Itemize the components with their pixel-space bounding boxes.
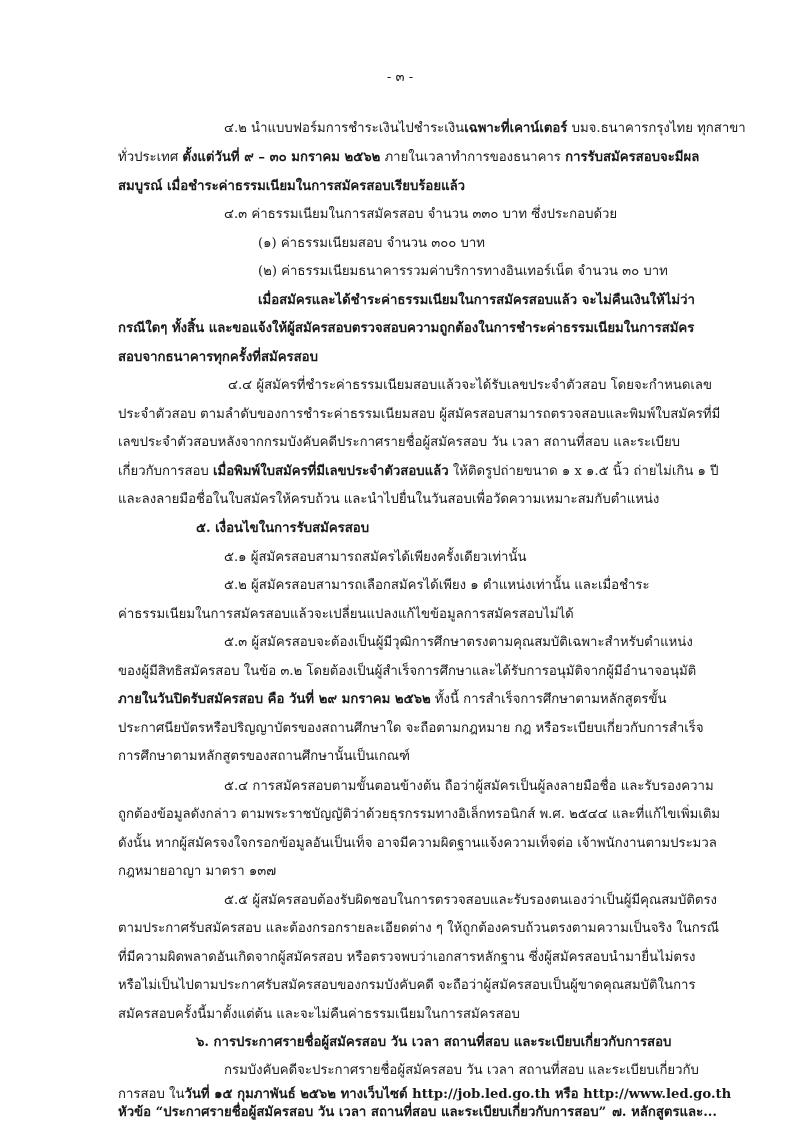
text-run: เกี่ยวกับการสอบ	[118, 464, 213, 479]
text-line	[224, 549, 526, 567]
text-run: ประจำตัวสอบ ตามลำดับของการชำระค่าธรรมเนียมสอบ ผู้สมัครสอบสามารถตรวจสอบและพิมพ์ใบสมัครที่มี	[118, 407, 721, 422]
bold-text: ตั้งแต่วันที่ ๙ – ๓๐ มกราคม ๒๕๖๒	[182, 150, 381, 165]
bold-text: หัวข้อ “ประกาศรายชื่อผู้สมัครสอบ วัน เวลา สถานที่สอบ และระเบียบเกี่ยวกับการสอบ”	[118, 1105, 607, 1120]
text-run: กฎหมายอาญา มาตรา ๑๓๗	[118, 864, 277, 879]
text-run: ๔.๒ นำแบบฟอร์มการชำระเงินไปชำระเงิน	[224, 121, 465, 136]
text-run: ตามประกาศรับสมัครสอบ และต้องกรอกรายละเอียดต่าง ๆ ให้ถูกต้องครบถ้วนตรงตามความเป็นจริง ในกรณี	[118, 921, 719, 936]
text-line	[224, 206, 617, 224]
bold-text: ๖. การประกาศรายชื่อผู้สมัครสอบ วัน เวลา สถานที่สอบ และระเบียบเกี่ยวกับการสอบ	[196, 1035, 672, 1050]
bold-text: วันที่ ๑๕ กุมภาพันธ์ ๒๕๖๒ ทางเว็บไซต์ http://job.led.go.th หรือ http://www.led.go.th	[184, 1087, 732, 1102]
text-line	[224, 892, 717, 910]
text-run: ของผู้มีสิทธิสมัครสอบ ในข้อ ๓.๒ โดยต้องเป็นผู้สำเร็จการศึกษาและได้รับการอนุมัติจากผู้มีอำนาจอนุมัติ	[118, 664, 697, 679]
text-run: หรือไม่เป็นไปตามประกาศรับสมัครสอบของกรมบังคับคดี จะถือว่าผู้สมัครสอบเป็นผู้ขาดคุณสมบัติในการ	[118, 978, 696, 993]
text-line	[118, 920, 719, 938]
text-run: ๕.๒ ผู้สมัครสอบสามารถเลือกสมัครได้เพียง ๑ ตำแหน่งเท่านั้น และเมื่อชำระ	[224, 578, 650, 593]
text-line	[118, 349, 318, 367]
bold-text: สอบจากธนาคารทุกครั้งที่สมัครสอบ	[118, 350, 318, 365]
text-line	[118, 406, 720, 424]
text-run: และลงลายมือชื่อในใบสมัครให้ครบถ้วน และนำไปยื่นในวันสอบเพื่อวัดความเหมาะสมกับตำแหน่ง	[118, 492, 660, 507]
text-run: เลขประจำตัวสอบหลังจากกรมบังคับคดีประกาศรายชื่อผู้สมัครสอบ วัน เวลา สถานที่สอบ และระเบียบ	[118, 435, 681, 450]
text-line	[118, 977, 696, 995]
text-run: สมัครสอบครั้งนี้มาตั้งแต่ต้น และจะไม่คืนค่าธรรมเนียมในการสมัครสอบ	[118, 1007, 520, 1022]
text-line	[118, 491, 659, 509]
bold-text: ภายในวันปิดรับสมัครสอบ คือ วันที่ ๒๙ มกราคม ๒๕๖๒	[118, 692, 431, 707]
text-run: บมจ.ธนาคารกรุงไทย ทุกสาขา	[567, 121, 746, 136]
text-line	[224, 120, 746, 138]
text-line	[118, 663, 696, 681]
text-run: ดังนั้น หากผู้สมัครจงใจกรอกข้อมูลอันเป็นเท็จ อาจมีความผิดฐานแจ้งความเท็จต่อ เจ้าพนักงานตามประมวล	[118, 836, 717, 851]
text-line	[118, 1086, 731, 1104]
bold-text: สมบูรณ์ เมื่อชำระค่าธรรมเนียมในการสมัครสอบเรียบร้อยแล้ว	[118, 179, 466, 194]
text-line	[118, 606, 574, 624]
text-run: การสอบ ใน	[118, 1087, 185, 1102]
bold-text: เมื่อสมัครและได้ชำระค่าธรรมเนียมในการสมัครสอบแล้ว จะไม่คืนเงินให้ไม่ว่า	[258, 293, 695, 308]
text-run: ทั้งนี้ การสำเร็จการศึกษาตามหลักสูตรขั้น	[430, 692, 667, 707]
text-run: ๕.๓ ผู้สมัครสอบจะต้องเป็นผู้มีวุฒิการศึกษาตรงตามคุณสมบัติเฉพาะสำหรับตำแหน่ง	[224, 635, 693, 650]
text-run: ค่าธรรมเนียมในการสมัครสอบแล้วจะเปลี่ยนแปลงแก้ไขข้อมูลการสมัครสอบไม่ได้	[118, 607, 574, 622]
text-line	[196, 520, 369, 538]
text-line	[224, 778, 714, 796]
bold-text: เฉพาะที่เคาน์เตอร์	[464, 121, 568, 136]
bold-text: ๗. หลักสูตรและ...	[612, 1105, 717, 1120]
bold-text: เมื่อพิมพ์ใบสมัครที่มีเลขประจำตัวสอบแล้ว	[213, 464, 449, 479]
text-run: (๑) ค่าธรรมเนียมสอบ จำนวน ๓๐๐ บาท	[258, 236, 485, 251]
text-run: กรมบังคับคดีจะประกาศรายชื่อผู้สมัครสอบ วัน เวลา สถานที่สอบ และระเบียบเกี่ยวกับ	[224, 1063, 699, 1078]
text-run: ๕.๕ ผู้สมัครสอบต้องรับผิดชอบในการตรวจสอบและรับรองตนเองว่าเป็นผู้มีคุณสมบัติตรง	[224, 893, 717, 908]
text-line	[118, 1006, 520, 1024]
text-line	[118, 806, 720, 824]
text-run: ๕.๑ ผู้สมัครสอบสามารถสมัครได้เพียงครั้งเดียวเท่านั้น	[224, 550, 527, 565]
text-line	[118, 949, 695, 967]
text-run: (๒) ค่าธรรมเนียมธนาคารรวมค่าบริการทางอินเทอร์เน็ต จำนวน ๓๐ บาท	[258, 264, 668, 279]
bold-text: กรณีใดๆ ทั้งสิ้น และขอแจ้งให้ผู้สมัครสอบตรวจสอบความถูกต้องในการชำระค่าธรรมเนียมในการสมัคร	[118, 321, 695, 336]
text-run: การศึกษาตามหลักสูตรของสถานศึกษานั้นเป็นเกณฑ์	[118, 749, 410, 764]
text-line	[224, 634, 693, 652]
text-run: ๕.๔ การสมัครสอบตามขั้นตอนข้างต้น ถือว่าผู้สมัครเป็นผู้ลงลายมือชื่อ และรับรองความ	[224, 779, 714, 794]
text-line	[118, 720, 704, 738]
continuation-marker	[612, 1104, 717, 1122]
text-line	[258, 235, 485, 253]
text-line	[118, 863, 276, 881]
text-line	[118, 748, 410, 766]
text-line	[224, 577, 650, 595]
text-run: ที่มีความผิดพลาดอันเกิดจากผู้สมัครสอบ หรือตรวจพบว่าเอกสารหลักฐาน ซึ่งผู้สมัครสอบนำมายื่นไม่ตรง	[118, 950, 696, 965]
text-line	[118, 463, 718, 481]
text-line	[228, 377, 712, 395]
text-run: ๔.๓ ค่าธรรมเนียมในการสมัครสอบ จำนวน ๓๓๐ บาท ซึ่งประกอบด้วย	[224, 207, 618, 222]
page-number: - ๓ -	[386, 70, 414, 85]
text-run: ถูกต้องข้อมูลดังกล่าว ตามพระราชบัญญัติว่าด้วยธุรกรรมทางอิเล็กทรอนิกส์ พ.ศ. ๒๕๔๔ และที่แก้ไขเพิ่มเติม	[118, 807, 721, 822]
text-line	[118, 691, 667, 709]
text-line	[118, 1104, 606, 1122]
text-line	[118, 178, 465, 196]
text-line	[224, 1062, 699, 1080]
text-run: ภายในเวลาทำการของธนาคาร	[380, 150, 566, 165]
text-line	[118, 835, 717, 853]
text-line	[118, 149, 699, 167]
text-run: ทั่วประเทศ	[118, 150, 183, 165]
text-run: ประกาศนียบัตรหรือปริญญาบัตรของสถานศึกษาใด จะถือตามกฎหมาย กฎ หรือระเบียบเกี่ยวกับการสำเร็จ	[118, 721, 704, 736]
text-line	[118, 434, 680, 452]
text-run: ให้ติดรูปถ่ายขนาด ๑ x ๑.๕ นิ้ว ถ่ายไม่เกิน ๑ ปี	[448, 464, 719, 479]
bold-text: ๕. เงื่อนไขในการรับสมัครสอบ	[196, 521, 370, 536]
text-line	[258, 263, 668, 281]
section-heading	[196, 1034, 671, 1052]
bold-text: การรับสมัครสอบจะมีผล	[565, 150, 700, 165]
text-run: ๔.๔ ผู้สมัครที่ชำระค่าธรรมเนียมสอบแล้วจะได้รับเลขประจำตัวสอบ โดยจะกำหนดเลข	[228, 378, 713, 393]
text-line	[118, 320, 694, 338]
text-line	[258, 292, 695, 310]
